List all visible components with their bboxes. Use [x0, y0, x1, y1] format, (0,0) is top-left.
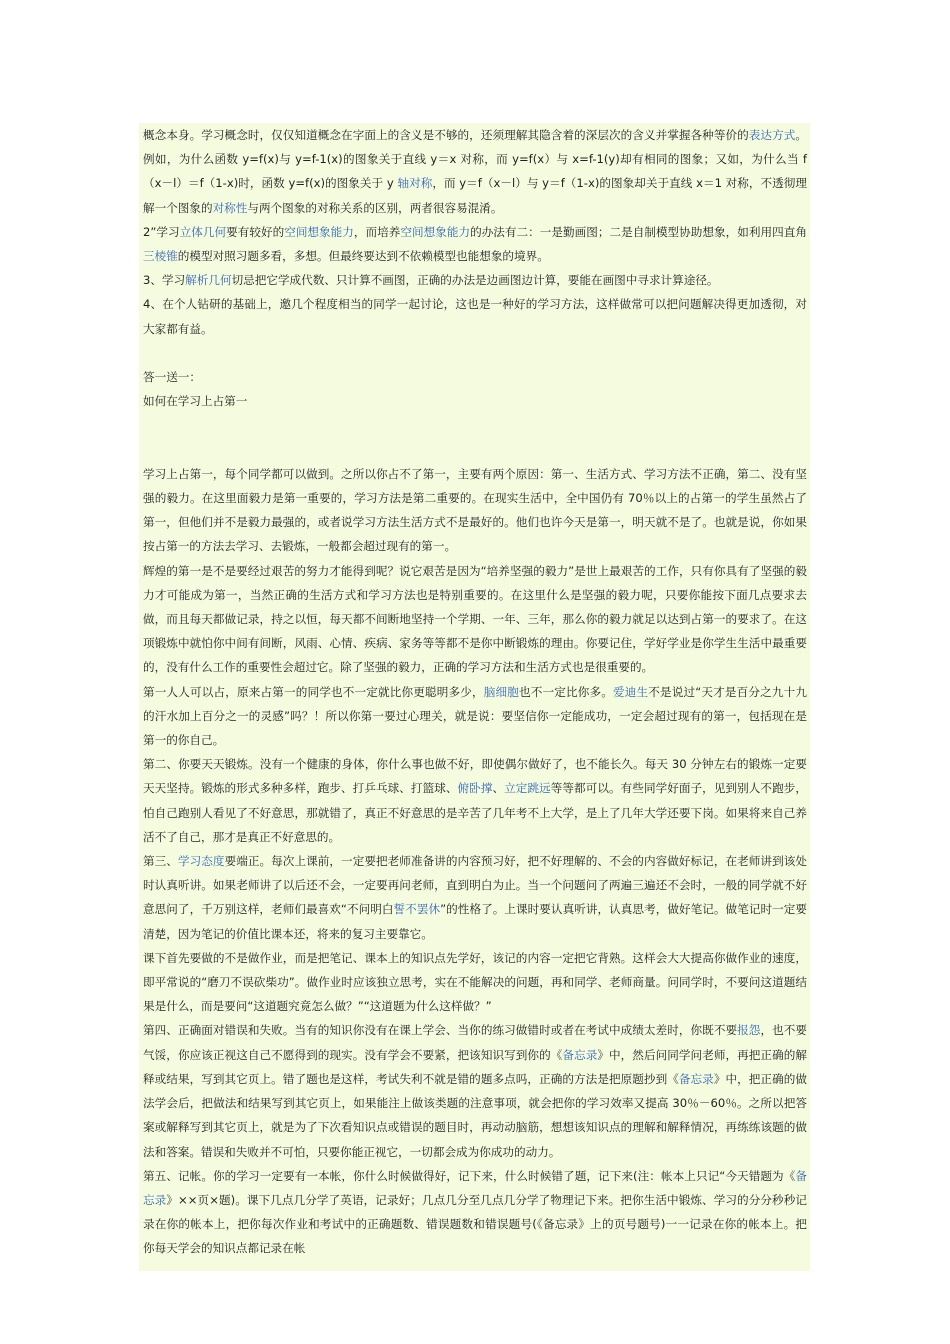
keyword-link[interactable]: 三棱锥 [143, 249, 178, 264]
paragraph-text: 第二、你要天天锻炼。没有一个健康的身体，你什么事也做不好，即使偶尔做好了，也不能长久。每天 30 分钟左右的锻炼一定要天天坚持。锻炼的形式多种多样，跑步、打乒乓球、打篮球、 [143, 757, 807, 796]
paragraph-text: ”的性格了。上课时要认真听讲，认真思考，做好笔记。做笔记时一定要清楚，因为笔记的价值比课本还，将来的复习主要靠它。 [143, 902, 807, 941]
paragraph [143, 1018, 807, 1163]
paragraph-text: 、 [492, 781, 505, 796]
keyword-link[interactable]: 爱迪生 [612, 684, 649, 699]
paragraph [143, 220, 807, 268]
keyword-link[interactable]: 誓不罢休 [393, 902, 441, 917]
paragraph [143, 365, 807, 389]
keyword-link[interactable]: 学习态度 [177, 854, 225, 869]
paragraph-text: 如何在学习上占第一 [143, 394, 248, 409]
paragraph-text: 第五、记帐。你的学习一定要有一本帐，你什么时候做得好，记下来，什么时候错了题，记下来(注：帐本上只记“今天错题为《 [143, 1168, 796, 1183]
blank-line [143, 413, 807, 461]
paragraph-text: ，也不要气馁，你应该正视这自己不愿得到的现实。没有学会不要紧，把该知识写到你的《 [143, 1023, 807, 1062]
keyword-link[interactable]: 空间想象能力 [400, 224, 471, 239]
paragraph-text: 4、在个人钻研的基础上，邀几个程度相当的同学一起讨论，这也是一种好的学习方法，这样做常可以把问题解决得更加透彻，对大家都有益。 [143, 297, 807, 336]
paragraph-text: 概念本身。学习概念时，仅仅知道概念在字面上的含义是不够的，还须理解其隐含着的深层次的含义并掌握各种等价的 [143, 128, 749, 142]
paragraph-text: 》××页×题)。课下几点几分学了英语，记录好；几点几分至几点几分学了物理记下来。把你生活中锻炼、学习的分分秒秒记录在你的帐本上，把你每次作业和考试中的正确题数、错误题数和错误题号(《备忘录》上的页号题号)一一记录在你的帐本上。把你每天学会的知识点都记录在帐 [143, 1192, 807, 1256]
paragraph-text: 学习上占第一，每个同学都可以做到。之所以你占不了第一，主要有两个原因：第一、生活方式、学习方法不正确，第二、没有坚强的毅力。在这里面毅力是第一重要的，学习方法是第二重要的。在现实生活中，全中国仍有 70％以上的占第一的学生虽然占了第一，但他们并不是毅力最强的，或者说学习方法生活方式不是最好的。他们也许今天是第一，明天就不是了。也就是说，你如果按占第一的方法去学习、去锻炼，一般都会超过现有的第一。 [143, 466, 807, 554]
paragraph [143, 123, 807, 220]
article-body [139, 123, 810, 1271]
paragraph [143, 559, 807, 680]
paragraph [143, 389, 807, 413]
keyword-link[interactable]: 空间想象能力 [284, 224, 354, 239]
paragraph [143, 946, 807, 1019]
paragraph-text: 。例如，为什么函数 y=f(x)与 y=f-1(x)的图象关于直线 y＝x 对称，而 y=f(x）与 x=f-1(y)却有相同的图象；又如，为什么当 f（x－l）＝f（1-x)时，函数 y=f(x)的图象关于 y [143, 128, 807, 191]
paragraph-text: 要有较好的 [226, 224, 285, 239]
paragraph-text: 课下首先要做的不是做作业，而是把笔记、课本上的知识点先学好，该记的内容一定把它背熟。这样会大大提高你做作业的速度，即平常说的“磨刀不误砍柴功”。做作业时应该独立思考，实在不能解决的问题，再和同学、老师商量。问同学时，不要问这道题结果是什么，而是要问“这道题究竟怎么做？”“这道题为什么这样做？” [143, 950, 807, 1014]
paragraph [143, 849, 807, 946]
paragraph-text: 3、学习 [143, 273, 186, 288]
keyword-link[interactable]: 备忘录 [143, 1168, 807, 1207]
paragraph-text: 的模型对照习题多看，多想。但最终要达到不依赖模型也能想象的境界。 [177, 249, 549, 264]
paragraph-text: 的办法有二：一是勤画图；二是自制模型协助想象，如利用四直角 [470, 224, 807, 239]
paragraph-text: 与两个图象的对称关系的区别，两者很容易混淆。 [247, 200, 503, 215]
paragraph-text: 第一人人可以占，原来占第一的同学也不一定就比你更聪明多少， [143, 684, 484, 699]
keyword-link[interactable]: 俯卧撑 [457, 781, 493, 796]
paragraph-text: 要端正。每次上课前，一定要把老师准备讲的内容预习好，把不好理解的、不会的内容做好标记，在老师讲到该处时认真听讲。如果老师讲了以后还不会，一定要再问老师，直到明白为止。当一个问题问了两遍三遍还不会时，一般的同学就不好意思问了，千万别这样，老师们最喜欢“不问明白 [143, 854, 807, 917]
paragraph [143, 752, 807, 849]
paragraph [143, 268, 807, 292]
paragraph-text: 答一送一： [143, 370, 201, 385]
paragraph-text: 也不一定比你多。 [518, 684, 613, 699]
keyword-link[interactable]: 备忘录 [562, 1047, 598, 1062]
paragraph-text: 辉煌的第一是不是要经过艰苦的努力才能得到呢？说它艰苦是因为“培养坚强的毅力”是世上最艰苦的工作，只有你具有了坚强的毅力才可能成为第一，当然正确的生活方式和学习方法也是特别重要的。在这里什么是坚强的毅力呢，只要你能按下面几点要求去做，而且每天都做记录，持之以恒，每天都不间断地坚持一个学期、一年、三年，那么你的毅力就足以达到占第一的要求了。在这项锻炼中就怕你中间有间断，风雨、心情、疾病、家务等等都不是你中断锻炼的理由。你要记住，学好学业是你学生生活中最重要的，没有什么工作的重要性会超过它。除了坚强的毅力，正确的学习方法和生活方式也是很重要的。 [143, 563, 807, 675]
paragraph-text: ，而 y＝f（x－l）与 y＝f（1-x)的图象却关于直线 x＝1 对称，不透彻理解一个图象的 [143, 176, 807, 215]
paragraph-text: 》中，然后问同学问老师，再把正确的解释或结果，写到其它页上。错了题也是这样，考试失利不就是错的题多点吗，正确的方法是把原题抄到《 [143, 1047, 807, 1086]
paragraph-text: 切忌把它学成代数、只计算不画图，正确的办法是边画图边计算，要能在画图中寻求计算途径。 [231, 273, 719, 288]
paragraph-text: 第四、正确面对错误和失败。当有的知识你没有在课上学会、当你的练习做错时或者在考试中成绩太差时，你既不要 [143, 1023, 738, 1038]
keyword-link[interactable]: 立定跳远 [504, 781, 551, 796]
keyword-link[interactable]: 解析几何 [185, 273, 232, 288]
paragraph [143, 680, 807, 753]
paragraph-text: 第三、 [143, 854, 178, 869]
paragraph-text: ，而培养 [353, 224, 401, 239]
keyword-link[interactable]: 立体几何 [179, 224, 227, 239]
keyword-link[interactable]: 脑细胞 [483, 684, 519, 699]
paragraph-text: 2”学习 [143, 224, 180, 239]
paragraph [143, 462, 807, 559]
blank-line [143, 341, 807, 365]
keyword-link[interactable]: 对称性 [212, 200, 248, 215]
keyword-link[interactable]: 轴对称 [397, 176, 433, 191]
paragraph-text: 等等都可以。有些同学好面子，见到别人不跑步，怕自己跑别人看见了不好意思，那就错了，真正不好意思的是辛苦了几年考不上大学，是上了几年大学还要下岗。如果将来自己养活不了自己，那才是真正不好意思的。 [143, 781, 807, 844]
keyword-link[interactable]: 备忘录 [678, 1071, 714, 1086]
paragraph [143, 292, 807, 340]
paragraph-text: 》中，把正确的做法学会后，把做法和结果写到其它页上，如果能注上做该类题的注意事项，就会把你的学习效率又提高 30％－60％。之所以把答案或解释写到其它页上，就是为了下次看知识点或错误的题目时，再动动脑筋，想想该知识点的理解和解释情况，再练练该题的做法和答案。错误和失败并不可怕，只要你能正视它，一切都会成为你成功的动力。 [143, 1071, 807, 1159]
paragraph-text: 不是说过“天才是百分之九十九的汗水加上百分之一的灵感”吗？！所以你第一要过心理关，就是说：要坚信你一定能成功，一定会超过现有的第一，包括现在是第一的你自己。 [143, 684, 807, 748]
paragraph [143, 1164, 807, 1261]
keyword-link[interactable]: 报怨 [737, 1023, 761, 1038]
keyword-link[interactable]: 表达方式 [748, 128, 796, 142]
